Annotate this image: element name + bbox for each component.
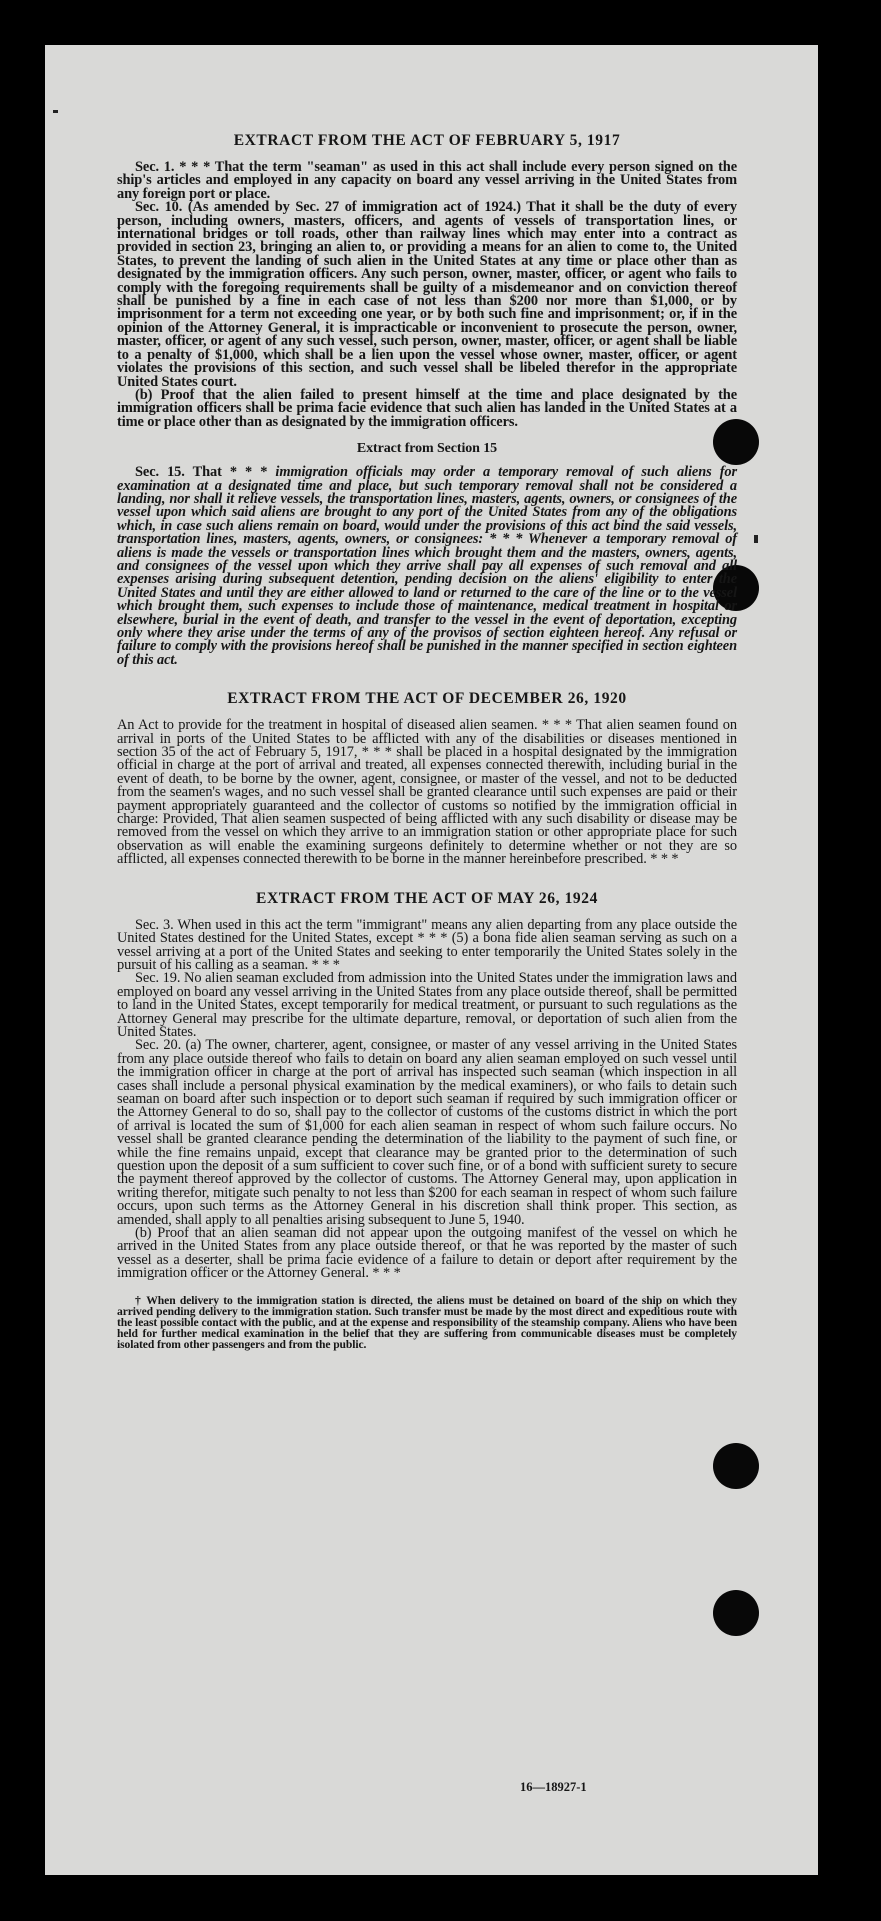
punch-hole [713,1590,759,1636]
paragraph: Sec. 20. (a) The owner, charterer, agent, consignee, or master of any vessel arriving in the United States from any place outside thereof who fails to detain on board any alien seaman employed on such vessel until the immigration officer in charge at the port of arrival has inspected such seaman (which inspection in all cases shall include a personal physical examination by the medical examiners), or who fails to detain such seaman on board after such inspection or to deport such seaman if required by such immigration officer or the Attorney General to do so, shall pay to the collector of customs of the customs district in which the port of arrival is located the sum of $1,000 for each alien seaman in respect of whom such failure occurs. No vessel shall be granted clearance pending the determination of the liability to the payment of such fine, or while the fine remains unpaid, except that clearance may be granted prior to the determination of such question upon the deposit of a sum sufficient to cover such fine, or of a bond with sufficient surety to secure the payment thereof approved by the collector of customs. The Attorney General may, upon application in writing therefor, mitigate such penalty to not less than $200 for each seaman in respect of whom such failure occurs, upon such terms as the Attorney General in his discretion shall think proper. This section, as amended, shall apply to all penalties arising subsequent to June 5, 1940. [117,1037,737,1228]
paragraph: Sec. 19. No alien seaman excluded from admission into the United States under the immigration laws and employed on board any vessel arriving in the United States from any place outside thereof, shall be permitted to land in the United States, except temporarily for medical treatment, or pursuant to such regulations as the Attorney General may prescribe for the ultimate departure, removal, or deportation of such alien from the United States. [117,970,737,1040]
section-15-extract [117,441,737,667]
section-heading: EXTRACT FROM THE ACT OF FEBRUARY 5, 1917 [233,132,621,149]
paragraph: Sec. 1. * * * That the term "seaman" as used in this act shall include every person signed on the ship's articles and employed in any capacity on board any vessel arriving in the United States from any foreign port or place. [117,159,737,202]
paragraph: An Act to provide for the treatment in hospital of diseased alien seamen. * * * That alien seamen found on arrival in ports of the United States to be afflicted with any of the disabilities or diseases mentioned in section 35 of the act of February 5, 1917, * * * shall be placed in a hospital designated by the immigration official in charge at the port of arrival and treated, all expenses connected therewith, including burial in the event of death, to be borne by the owner, agent, consignee, or master of the vessel, and not to be deducted from the seamen's wages, and no such vessel shall be granted clearance until such expenses are paid or their payment appropriately guaranteed and the collector of customs so notified by the immigration official in charge: Provided, That alien seamen suspected of being afflicted with any such disability or disease may be removed from the vessel on which they arrive to an immigration station or other appropriate place for such observation as will enable the examining surgeons definitely to determine whether or not they are so afflicted, all expenses connected therewith to be borne in the manner hereinbefore prescribed. * * * [117,717,737,868]
paragraph: (b) Proof that an alien seaman did not appear upon the outgoing manifest of the vessel on which he arrived in the United States from any place outside thereof, or that he was reported by the master of such vessel as a deserter, shall be prima facie evidence of a failure to detain or deport after requirement by the immigration officer or the Attorney General. * * * [117,1225,737,1282]
paragraph: Sec. 3. When used in this act the term "immigrant" means any alien departing from any place outside the United States destined for the United States, except * * * (5) a bona fide alien seaman serving as such on a vessel arriving at a port of the United States and seeking to enter temporarily the United States solely in the pursuit of his calling as a seaman. * * * [117,916,737,973]
paragraph: (b) Proof that the alien failed to present himself at the time and place designated by the immigration officers shall be prima facie evidence that such alien has landed in the United States at a time or place other than as designated by the immigration officers. [117,386,737,430]
footnote: † When delivery to the immigration station is directed, the aliens must be detained on board of the ship on which they arrived pending delivery to the immigration station. Such transfer must be made by the most direct and expeditious route with the least possible contact with the public, and at the expense and responsibility of the steamship company. Aliens who have been held for further medical examination in the belief that they are suffering from communicable diseases must be completely isolated from other passengers and from the public. [117,1293,737,1351]
form-code: 16—18927-1 [520,1780,587,1794]
section-lead: Sec. 15. That * * * [135,464,268,481]
scan-mark [754,535,758,543]
section-heading: EXTRACT FROM THE ACT OF DECEMBER 26, 1920 [227,690,627,708]
section-feb-1917 [117,133,737,429]
document-content [117,133,737,1350]
paragraph [117,466,737,667]
paragraph-text: immigration officials may order a temporary removal of such aliens for examination at a designated time and place, but such temporary removal shall not be considered a landing, nor shall it relieve vessels, the transportation lines, masters, agents, owners, or consignees of the vessel upon which said aliens are brought to any port of the United States from any of the obligations which, in case such aliens remain on board, would under the provisions of this act bind the said vessels, transportation lines, masters, agents, owners, or consignees: * * * Whenever a temporary removal of aliens is made the vessels or transportation lines which brought them and the masters, owners, agents, and consignees of the vessel upon which they arrive shall pay all expenses of such removal and all expenses arising during subsequent detention, pending decision on the aliens' eligibility to enter the United States and until they are either allowed to land or returned to the care of the line or to the vessel which brought them, such expenses to include those of maintenance, medical treatment in hospital or elsewhere, burial in the event of death, and transfer to the vessel in the event of deportation, excepting only where they arise under the terms of any of the provisos of section eighteen hereof. Any refusal or failure to comply with the provisions hereof shall be punished in the manner specified in section eighteen of this act. [117,464,737,668]
paragraph: Sec. 10. (As amended by Sec. 27 of immigration act of 1924.) That it shall be the duty of every person, including owners, masters, officers, and agents of vessels of transportation lines, or international bridges or toll roads, other than railway lines which may enter into a contract as provided in section 23, bringing an alien to, or providing a means for an alien to come to, the United States, to prevent the landing of such alien in the United States at any time or place other than as designated by the immigration officers. Any such person, owner, master, officer, or agent who fails to comply with the foregoing requirements shall be guilty of a misdemeanor and on conviction thereof shall be punished by a fine in each case of not less than $200 nor more than $1,000, or by imprisonment for a term not exceeding one year, or by both such fine and imprisonment; or, if in the opinion of the Attorney General, it is impracticable or inconvenient to prosecute the person, owner, master, officer, or agent of any such vessel, such person, owner, master, officer, or agent shall be liable to a penalty of $1,000, which shall be a lien upon the vessel whose owner, master, officer, or agent violates the provisions of this section, and such vessel shall be libeled therefor in the appropriate United States court. [117,199,737,390]
section-heading: EXTRACT FROM THE ACT OF MAY 26, 1924 [256,889,598,907]
section-may-1924 [117,891,737,1281]
section-subheading: Extract from Section 15 [356,441,498,457]
punch-hole [713,1443,759,1489]
scan-mark [53,110,58,113]
section-dec-1920 [117,691,737,866]
